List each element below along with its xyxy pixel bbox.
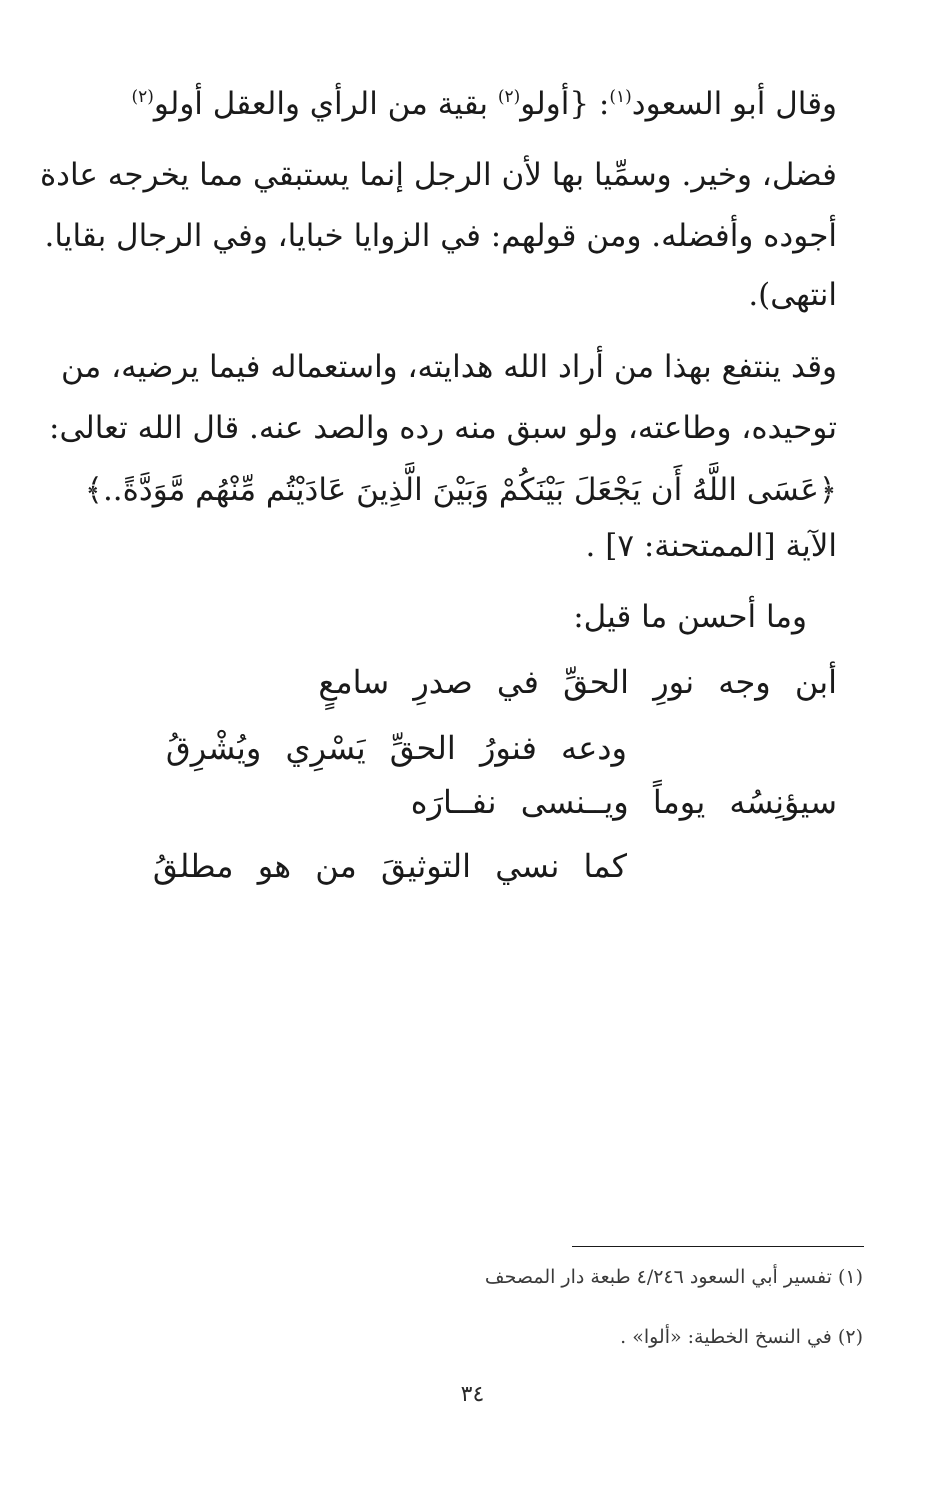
footnote-separator (572, 1246, 864, 1247)
footnote-marker-2: (٢) (497, 87, 521, 107)
poem-line-2: ودعه فنورُ الحقِّ يَسْرِي ويُشْرِقُ (165, 729, 627, 767)
text-span: بقية من الرأي والعقل أولو (153, 86, 498, 122)
verse-citation: الآية [الممتحنة: ٧] . (585, 528, 837, 564)
paragraph-1-line-3: أجوده وأفضله. ومن قولهم: في الزوايا خبايا، وفي الرجال بقايا. (44, 218, 837, 254)
poem-line-1: أبن وجه نورِ الحقِّ في صدرِ سامعٍ (318, 663, 837, 701)
footnote-marker-1: (١) (609, 87, 632, 107)
paragraph-1-line-4: انتهى). (748, 277, 837, 313)
page-number: ٣٤ (460, 1382, 485, 1407)
poem-line-4: كما نسي التوثيقَ من هو مطلقُ (152, 847, 627, 885)
paragraph-1-line-2: فضل، وخير. وسمِّيا بها لأن الرجل إنما يستبقي مما يخرجه عادة (39, 157, 837, 193)
footnote-1: (١) تفسير أبي السعود ٤/٢٤٦ طبعة دار المصحف (484, 1266, 863, 1288)
text-span: وقال أبو السعود (631, 86, 837, 122)
poem-line-3: سيؤنِسُه يوماً ويــنسى نفــارَه (410, 783, 837, 821)
footnote-marker-2b: (٢) (131, 87, 154, 107)
quran-verse: ﴿عَسَى اللَّهُ أَن يَجْعَلَ بَيْنَكُمْ وَبَيْنَ الَّذِينَ عَادَيْتُم مِّنْهُم مَّوَدَّةً..﴾ (84, 472, 837, 508)
footnote-2: (٢) في النسخ الخطية: «ألوا» . (620, 1326, 863, 1348)
paragraph-2-line-1: وقد ينتفع بهذا من أراد الله هدايته، واستعماله فيما يرضيه، من (61, 349, 837, 385)
paragraph-2-line-2: توحيده، وطاعته، ولو سبق منه رده والصد عنه. قال الله تعالى: (49, 410, 837, 446)
text-span: : {أولو (520, 86, 610, 122)
poem-intro: وما أحسن ما قيل: (573, 599, 807, 635)
paragraph-1-line-1 (117, 74, 837, 134)
